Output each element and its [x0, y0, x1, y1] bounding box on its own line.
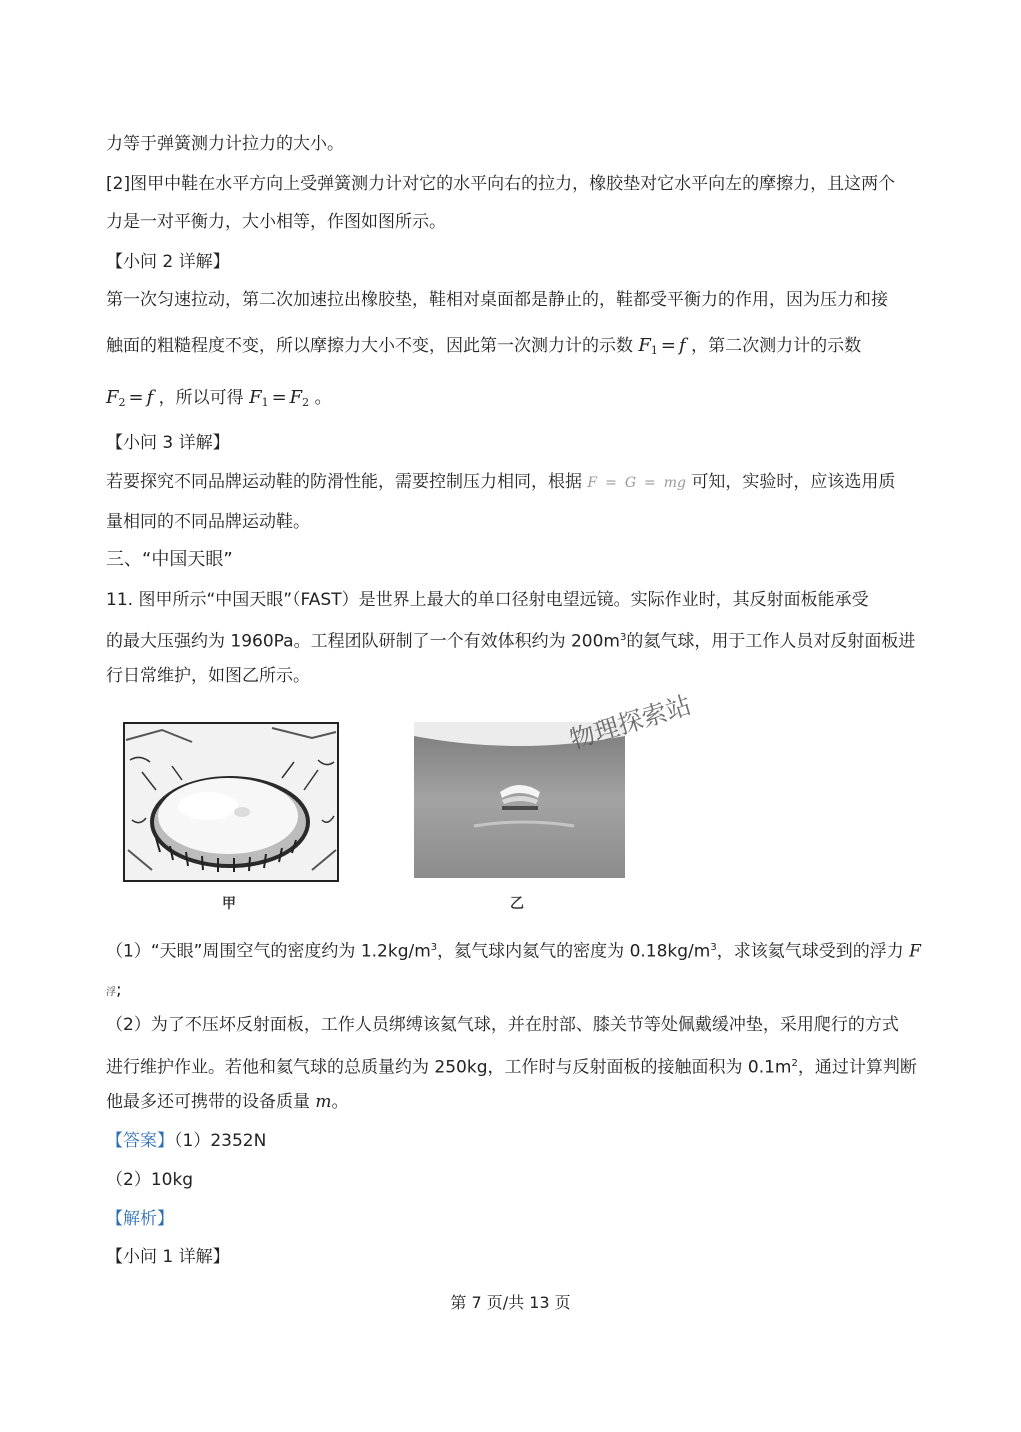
- math-symbol: F: [638, 335, 651, 356]
- math-subscript: 1: [261, 396, 269, 409]
- subquestion-heading: 【小问 2 详解】: [106, 252, 230, 272]
- text-segment: 。: [331, 1092, 349, 1112]
- math-symbol: F: [106, 387, 119, 408]
- text-line: 力是一对平衡力，大小相等，作图如图所示。: [106, 212, 446, 232]
- superscript: 3: [619, 632, 627, 643]
- formula-f2-equals-f: [106, 387, 153, 408]
- math-symbol: mg: [663, 475, 687, 491]
- subquestion-heading: 【小问 1 详解】: [106, 1247, 230, 1267]
- math-symbol: m: [315, 1092, 332, 1112]
- text-line: [2]图甲中鞋在水平方向上受弹簧测力计对它的水平向右的拉力，橡胶垫对它水平向左的摩擦力，且这两个: [106, 174, 896, 194]
- formula-f-equals-g-equals-mg: [587, 475, 686, 491]
- text-segment: 触面的粗糙程度不变，所以摩擦力大小不变，因此第一次测力计的示数: [106, 336, 633, 356]
- figure-jia-fast-telescope: [122, 720, 340, 884]
- question-text: 行日常维护，如图乙所示。: [106, 666, 310, 686]
- text-line: 量相同的不同品牌运动鞋。: [106, 512, 310, 532]
- superscript: 3: [430, 942, 438, 953]
- text-segment: ，氦气球内氦气的密度为 0.18kg/m: [437, 941, 711, 962]
- text-segment: ;: [116, 980, 122, 1000]
- text-segment: 可知，实验时，应该选用质: [691, 472, 896, 492]
- answer-tag: 【答案】: [106, 1131, 174, 1151]
- math-operator: =: [271, 387, 287, 408]
- question-text: [106, 626, 915, 654]
- question-part-2: [106, 1090, 349, 1114]
- math-symbol: F: [587, 475, 598, 491]
- figure-caption-jia: 甲: [222, 896, 236, 912]
- text-line: 力等于弹簧测力计拉力的大小。: [106, 134, 344, 154]
- math-subscript: 2: [302, 396, 310, 409]
- text-segment: ，求该氦气球受到的浮力: [716, 941, 904, 962]
- section-title: 三、“中国天眼”: [106, 549, 233, 570]
- subquestion-heading: 【小问 3 详解】: [106, 433, 230, 453]
- answer-value: （1）2352N: [174, 1131, 267, 1151]
- math-symbol: F: [249, 387, 262, 408]
- text-segment: ，所以可得: [158, 388, 244, 408]
- text-line: [106, 334, 861, 363]
- text-segment: 进行维护作业。若他和氦气球的总质量约为 250kg，工作时与反射面板的接触面积为 0.1m: [106, 1057, 792, 1078]
- question-part-1-tail: [106, 978, 122, 1005]
- question-part-1: [106, 936, 921, 964]
- math-subscript: 1: [650, 344, 658, 357]
- math-subscript: 2: [118, 396, 126, 409]
- math-symbol: F: [289, 387, 303, 408]
- superscript: 3: [710, 942, 717, 953]
- text-segment: （1）“天眼”周围空气的密度约为 1.2kg/m: [106, 941, 431, 962]
- math-operator: =: [605, 475, 617, 491]
- answer-line: [106, 1129, 266, 1153]
- question-text: 11. 图甲所示“中国天眼”（FAST）是世界上最大的单口径射电望远镜。实际作业时，其反射面板能承受: [106, 590, 869, 610]
- answer-value: （2）10kg: [106, 1170, 194, 1190]
- question-part-2: [106, 1052, 917, 1080]
- text-line: [106, 386, 332, 415]
- math-operator: =: [644, 475, 656, 491]
- text-segment: ，通过计算判断: [797, 1057, 917, 1078]
- text-segment: ，第二次测力计的示数: [691, 336, 862, 356]
- text-segment: 的氦气球，用于工作人员对反射面板进: [626, 631, 916, 652]
- subscript-fu: 浮: [106, 987, 116, 998]
- math-symbol: F: [909, 941, 921, 962]
- watermark: 物理探索站: [566, 690, 695, 755]
- text-segment: 他最多还可携带的设备质量: [106, 1092, 310, 1112]
- superscript: 2: [791, 1058, 798, 1069]
- text-line: 第一次匀速拉动，第二次加速拉出橡胶垫，鞋相对桌面都是静止的，鞋都受平衡力的作用，因为压力和接: [106, 290, 888, 310]
- text-line: [106, 470, 895, 495]
- math-symbol: G: [624, 475, 637, 491]
- text-segment: 的最大压强约为 1960Pa。工程团队研制了一个有效体积约为 200m: [106, 631, 620, 652]
- text-segment: 。: [314, 388, 332, 408]
- text-segment: 若要探究不同品牌运动鞋的防滑性能，需要控制压力相同，根据: [106, 472, 582, 492]
- analysis-tag: 【解析】: [106, 1209, 174, 1229]
- formula-f1-equals-f: [638, 335, 685, 356]
- formula-f1-equals-f2: [249, 387, 309, 408]
- figure-caption-yi: 乙: [510, 896, 524, 912]
- page-footer: 第 7 页/共 13 页: [450, 1293, 571, 1312]
- question-part-2: （2）为了不压坏反射面板，工作人员绑缚该氦气球，并在肘部、膝关节等处佩戴缓冲垫，采用爬行的方式: [106, 1015, 899, 1035]
- math-operator: =: [660, 335, 676, 356]
- math-symbol: f: [679, 335, 686, 356]
- math-symbol: f: [146, 387, 154, 408]
- math-operator: =: [128, 387, 144, 408]
